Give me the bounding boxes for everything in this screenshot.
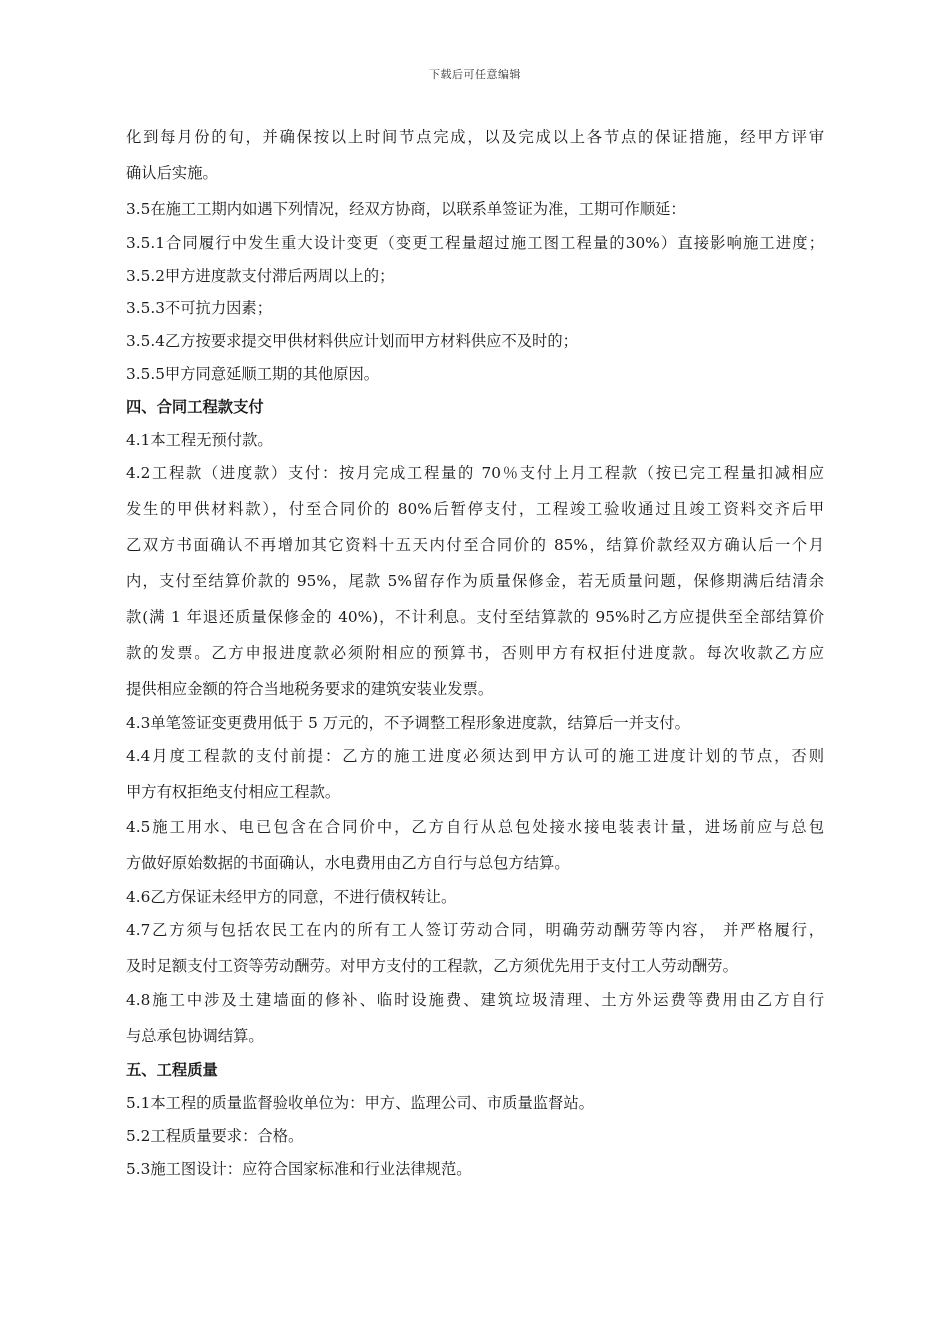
paragraph-line: 3.5.3不可抗力因素； xyxy=(126,299,273,317)
paragraph-line: 与总承包协调结算。 xyxy=(126,1027,264,1045)
paragraph-line: 4.1本工程无预付款。 xyxy=(126,431,273,449)
paragraph-line: 3.5.4乙方按要求提交甲供材料供应计划而甲方材料供应不及时的； xyxy=(126,332,578,350)
paragraph-line: 4.4月度工程款的支付前提：乙方的施工进度必须达到甲方认可的施工进度计划的节点，否则 xyxy=(126,747,824,765)
paragraph-line: 4.2工程款（进度款）支付：按月完成工程量的 70％支付上月工程款（按已完工程量扣减相应 xyxy=(126,464,824,482)
paragraph-line: 3.5.2甲方进度款支付滞后两周以上的； xyxy=(126,267,395,285)
paragraph-line: 3.5在施工工期内如遇下列情况，经双方协商，以联系单签证为准，工期可作顺延： xyxy=(126,200,686,218)
paragraph-line: 5.3施工图设计：应符合国家标准和行业法律规范。 xyxy=(126,1160,472,1178)
paragraph-line: 化到每月份的旬，并确保按以上时间节点完成，以及完成以上各节点的保证措施，经甲方评审 xyxy=(126,128,824,146)
section-heading-5: 五、工程质量 xyxy=(126,1061,218,1079)
paragraph-line: 3.5.5甲方同意延顺工期的其他原因。 xyxy=(126,365,380,383)
section-heading-4: 四、合同工程款支付 xyxy=(126,398,264,416)
paragraph-line: 确认后实施。 xyxy=(126,164,218,182)
paragraph-line: 款的发票。乙方申报进度款必须附相应的预算书，否则甲方有权拒付进度款。每次收款乙方应 xyxy=(126,644,824,662)
paragraph-line: 4.5施工用水、电已包含在合同价中，乙方自行从总包处接水接电装表计量，进场前应与总包 xyxy=(126,818,824,836)
paragraph-line: 乙双方书面确认不再增加其它资料十五天内付至合同价的 85%，结算价款经双方确认后一个月 xyxy=(126,536,824,554)
paragraph-line: 方做好原始数据的书面确认，水电费用由乙方自行与总包方结算。 xyxy=(126,854,570,872)
paragraph-line: 发生的甲供材料款），付至合同价的 80%后暂停支付，工程竣工验收通过且竣工资料交齐后甲 xyxy=(126,500,824,518)
paragraph-line: 5.2工程质量要求：合格。 xyxy=(126,1127,304,1145)
paragraph-line: 内，支付至结算价款的 95%，尾款 5%留存作为质量保修金，若无质量问题，保修期满后结清余 xyxy=(126,572,824,590)
paragraph-line: 款(满 1 年退还质量保修金的 40%)，不计利息。支付至结算款的 95%时乙方应提供至全部结算价 xyxy=(126,608,824,626)
paragraph-line: 4.6乙方保证未经甲方的同意，不进行债权转让。 xyxy=(126,888,457,906)
paragraph-line: 提供相应金额的符合当地税务要求的建筑安装业发票。 xyxy=(126,680,494,698)
paragraph-line: 4.8施工中涉及土建墙面的修补、临时设施费、建筑垃圾清理、土方外运费等费用由乙方自行 xyxy=(126,991,824,1009)
paragraph-line: 3.5.1合同履行中发生重大设计变更（变更工程量超过施工图工程量的30%）直接影响施工进度； xyxy=(126,234,824,252)
page-header: 下载后可任意编辑 xyxy=(429,68,521,81)
paragraph-line: 及时足额支付工资等劳动酬劳。对甲方支付的工程款，乙方须优先用于支付工人劳动酬劳。 xyxy=(126,957,738,975)
paragraph-line: 4.7乙方须与包括农民工在内的所有工人签订劳动合同，明确劳动酬劳等内容， 并严格履行， xyxy=(126,921,824,939)
paragraph-line: 5.1本工程的质量监督验收单位为：甲方、监理公司、市质量监督站。 xyxy=(126,1094,594,1112)
paragraph-line: 4.3单笔签证变更费用低于 5 万元的，不予调整工程形象进度款，结算后一并支付。 xyxy=(126,714,690,732)
paragraph-line: 甲方有权拒绝支付相应工程款。 xyxy=(126,783,341,801)
